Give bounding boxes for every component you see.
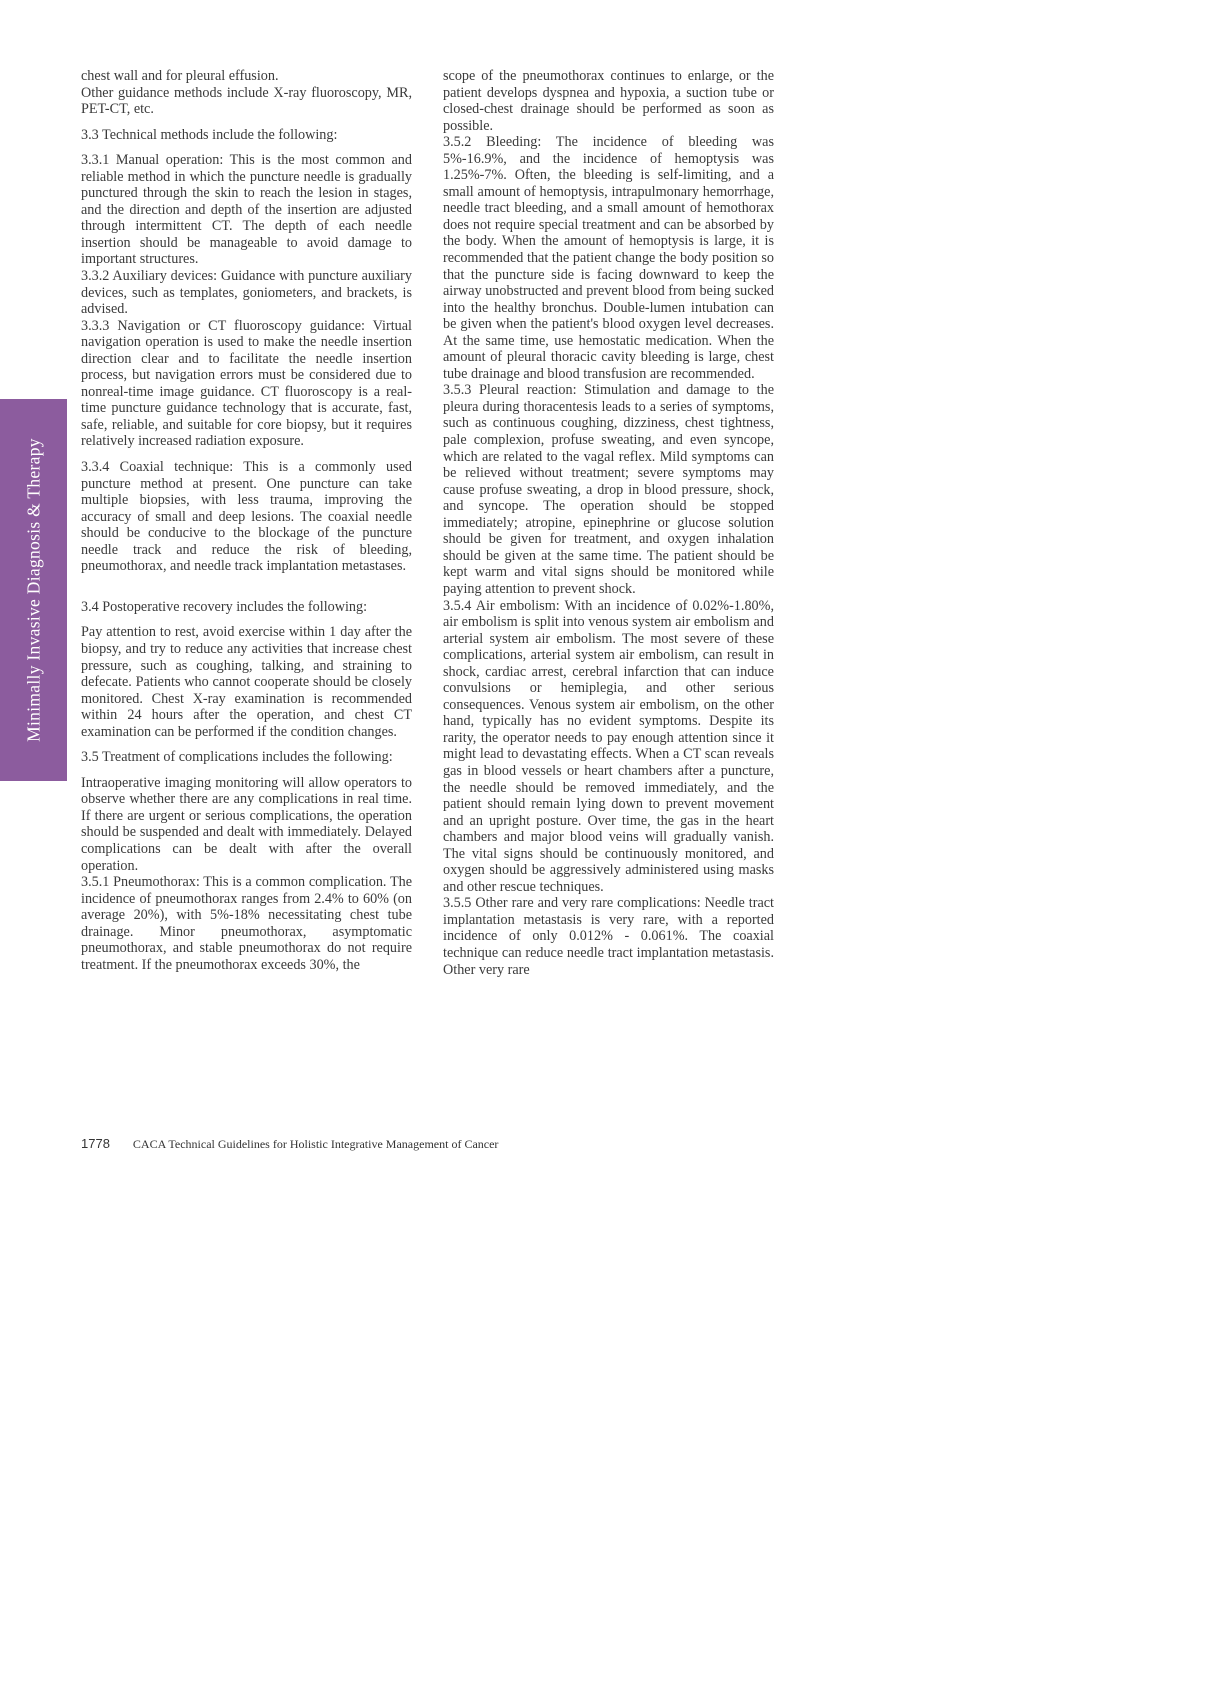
right-text-column (443, 68, 774, 978)
section-side-tab (0, 399, 67, 781)
paragraph: 3.3.1 Manual operation: This is the most common and reliable method in which the puncture needle is gradually punctured through the skin to reach the lesion in stages, and the direction and depth of the insertion are adjusted through intermittent CT. The depth of each needle insertion should be manageable to avoid damage to important structures. (81, 152, 412, 268)
section-heading: 3.4 Postoperative recovery includes the following: (81, 598, 368, 615)
paragraph: Intraoperative imaging monitoring will allow operators to observe whether there are any complications in real time. If there are urgent or serious complications, the operation should be suspended and dealt with immediately. Delayed complications can be dealt with after the overall operation. (81, 774, 412, 874)
paragraph: 3.5.3 Pleural reaction: Stimulation and damage to the pleura during thoracentesis leads to a series of symptoms, such as continuous coughing, dizziness, chest tightness, pale complexion, profuse sweating, and even syncope, which are related to the vagal reflex. Mild symptoms can be relieved without treatment; severe symptoms may cause profuse sweating, a drop in blood pressure, shock, and syncope. The operation should be stopped immediately; atropine, epinephrine or glucose solution should be given for treatment, and oxygen inhalation should be given at the same time. The patient should be kept warm and vital signs should be monitored while paying attention to prevent shock. (443, 382, 774, 597)
paragraph: Other guidance methods include X-ray fluoroscopy, MR, PET-CT, etc. (81, 84, 412, 118)
paragraph: 3.5.1 Pneumothorax: This is a common complication. The incidence of pneumothorax ranges from 2.4% to 60% (on average 20%), with 5%-18% necessitating chest tube drainage. Minor pneumothorax, asymptomatic pneumothorax, and stable pneumothorax do not require treatment. If the pneumothorax exceeds 30%, the (81, 874, 412, 973)
section-heading: 3.3 Technical methods include the following: (81, 126, 338, 143)
paragraph: 3.3.4 Coaxial technique: This is a commonly used puncture method at present. One puncture can take multiple biopsies, with less trauma, improving the accuracy of small and deep lesions. The coaxial needle should be conducive to the blockage of the puncture needle track and reduce the risk of bleeding, pneumothorax, and needle track implantation metastases. (81, 459, 412, 575)
paragraph: 3.5.5 Other rare and very rare complications: Needle tract implantation metastasis is very rare, with a reported incidence of only 0.012% - 0.061%. The coaxial technique can reduce needle tract implantation metastasis. Other very rare (443, 895, 774, 978)
paragraph: Pay attention to rest, avoid exercise within 1 day after the biopsy, and try to reduce any activities that increase chest pressure, such as coughing, talking, and straining to defecate. Patients who cannot cooperate should be closely monitored. Chest X-ray examination is recommended within 24 hours after the operation, and chest CT examination can be performed if the condition changes. (81, 624, 412, 740)
left-text-column (81, 68, 412, 973)
running-title: CACA Technical Guidelines for Holistic Integrative Management of Cancer (132, 1137, 499, 1151)
section-heading: 3.5 Treatment of complications includes the following: (81, 749, 393, 766)
paragraph: chest wall and for pleural effusion. (81, 68, 279, 84)
paragraph: 3.5.4 Air embolism: With an incidence of 0.02%-1.80%, air embolism is split into venous system air embolism and arterial system air embolism. The most severe of these complications, arterial system air embolism, can result in shock, cardiac arrest, cerebral infarction that can induce convulsions or hemiplegia, and other serious consequences. Venous system air embolism, on the other hand, typically has no evident symptoms. Despite its rarity, the operator needs to pay enough attention since it might lead to devastating effects. When a CT scan reveals gas in blood vessels or heart chambers after a puncture, the needle should be removed immediately, and the patient should remain lying down to prevent movement and an upright posture. Over time, the gas in the heart chambers and major blood veins will gradually vanish. The vital signs should be continuously monitored, and oxygen should be aggressively administered using masks and other rescue techniques. (443, 597, 774, 895)
section-side-tab-label: Minimally Invasive Diagnosis & Therapy (23, 438, 43, 742)
paragraph: 3.5.2 Bleeding: The incidence of bleeding was 5%-16.9%, and the incidence of hemoptysis was 1.25%-7%. Often, the bleeding is self-limiting, and a small amount of hemoptysis, intrapulmonary hemorrhage, needle tract bleeding, and a small amount of hemothorax does not require special treatment and can be absorbed by the body. When the amount of hemoptysis is large, it is recommended that the patient change the body position so that the puncture side is facing downward to keep the airway unobstructed and prevent blood from being sucked into the healthy bronchus. Double-lumen intubation can be given when the patient's blood oxygen level decreases. At the same time, use hemostatic medication. When the amount of pleural thoracic cavity bleeding is large, chest tube drainage and blood transfusion are recommended. (443, 134, 774, 382)
page-footer (81, 1136, 498, 1152)
paragraph: 3.3.2 Auxiliary devices: Guidance with puncture auxiliary devices, such as templates, goniometers, and brackets, is advised. (81, 268, 412, 318)
page-number: 1778 (81, 1136, 110, 1151)
paragraph: 3.3.3 Navigation or CT fluoroscopy guidance: Virtual navigation operation is used to make the needle insertion direction clear and to facilitate the needle insertion process, but navigation errors must be considered due to nonreal-time image guidance. CT fluoroscopy is a real-time puncture guidance technology that is accurate, fast, safe, reliable, and suitable for core biopsy, but it requires relatively increased radiation exposure. (81, 317, 412, 450)
paragraph: scope of the pneumothorax continues to enlarge, or the patient develops dyspnea and hypoxia, a suction tube or closed-chest drainage should be performed as soon as possible. (443, 68, 774, 134)
